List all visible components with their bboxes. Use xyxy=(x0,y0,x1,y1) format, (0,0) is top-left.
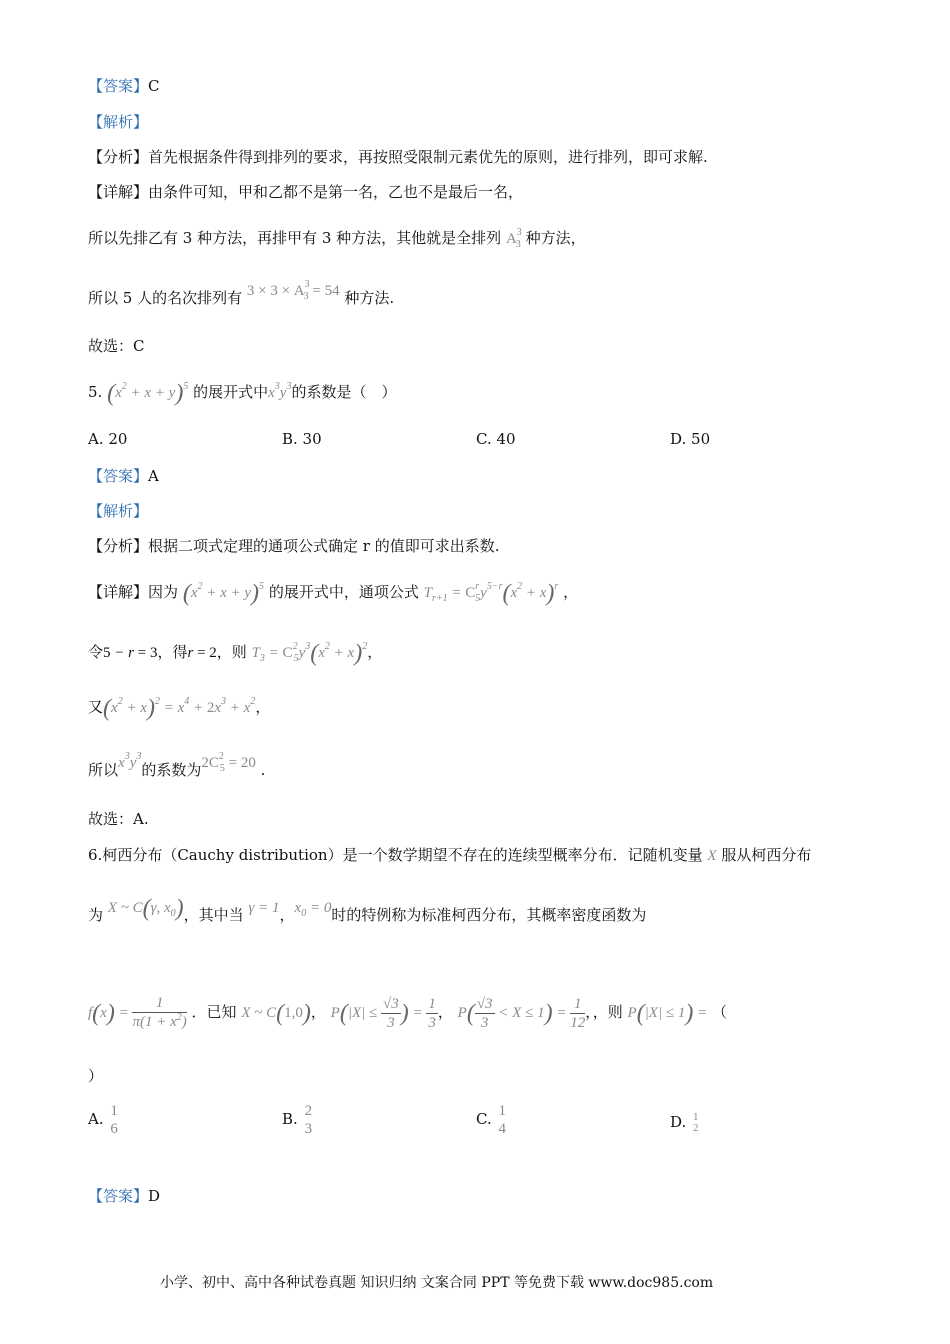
q5-conclusion: 故选：A. xyxy=(88,810,149,828)
q4-xiangjie-line xyxy=(88,182,523,202)
q5-stem: 5. $(x^2 + x + y)^5$ 的展开式中$x^3y^3$的系数是（ ） xyxy=(88,380,397,407)
q5-you-line: 又$(x^2 + x)^2 = x^4 + 2x^3 + x^2$， xyxy=(88,695,271,722)
prob-given-2: P( $\frac{√3}{3}$ < X ≤ 1) = $\frac{1}{12}$ xyxy=(457,996,586,1032)
answer-tag: 【答案】 xyxy=(88,77,149,95)
q6-stem-line1: 6.柯西分布（Cauchy distribution）是一个数学期望不存在的连续型概率分布．记随机变量 X 服从柯西分布 xyxy=(88,846,812,864)
q6-option-b: B. 2 3 xyxy=(282,1103,313,1137)
q6-stem-line2: 为 X ~ C(γ, $x_0$)，其中当 γ = 1，$x_0 = 0$时的特例称为标准柯西分布，其概率密度函数为 xyxy=(88,895,647,924)
page-footer: 小学、初中、高中各种试卷真题 知识归纳 文案合同 PPT 等免费下载 www.doc985.com xyxy=(160,1275,714,1291)
q4-line2: 所以先排乙有 3 种方法，再排甲有 3 种方法，其他就是全排列 $A^3_3$ 种方法， xyxy=(88,227,586,250)
q4-analysis-tag: 【解析】 xyxy=(88,113,149,131)
expr-x3y3: $x^3y^3$ xyxy=(268,381,292,401)
q4-conclusion: 故选：C xyxy=(88,337,145,355)
prob-target: P(|X| ≤ 1) = xyxy=(627,1000,708,1027)
formula-count: $3 \times 3 \times A^3_3 = 54$ xyxy=(246,279,340,302)
xiangjie-text: 由条件可知，甲和乙都不是第一名，乙也不是最后一名， xyxy=(148,183,524,201)
q5-option-c: C. 40 xyxy=(476,430,516,448)
q4-line3: 所以 5 人的名次排列有 $3 \times 3 \times A^3_3 = 54$ 种方法. xyxy=(88,279,395,307)
q4-answer-line xyxy=(88,76,160,96)
q5-ling-line: 令5 − r = 3，得r = 2，则 $T_3 = C^2_5y^3(x^2 + x)^2$， xyxy=(88,640,383,667)
q4-fenxi-line xyxy=(88,147,708,167)
q5-answer-line: 【答案】A xyxy=(88,467,159,485)
q6-paren-close: ） xyxy=(88,1067,104,1085)
q6-answer-line: 【答案】D xyxy=(88,1187,161,1205)
density-function: f(x) = $\frac{1}{\pi(1 + x^2)}$ xyxy=(88,995,187,1031)
q5-xiangjie-line: 【详解】因为 $(x^2 + x + y)^5$ 的展开式中，通项公式 $T_{r+1} = C^r_5y^{5-r}(x^2 + x)^r$ ， xyxy=(88,580,579,607)
q6-option-d: D. 1 2 xyxy=(670,1111,699,1134)
answer-value: C xyxy=(148,77,160,95)
xiangjie-tag: 【详解】 xyxy=(88,183,149,201)
fenxi-tag: 【分析】 xyxy=(88,148,149,166)
perm-a33: $A^3_3$ xyxy=(505,227,522,250)
expr-trinomial-power: $(x^2 + x + y)^5$ xyxy=(107,380,189,407)
q6-option-c: C. 1 4 xyxy=(476,1103,506,1137)
q5-option-b: B. 30 xyxy=(282,430,322,448)
q5-option-a: A. 20 xyxy=(88,430,128,448)
q5-suoyi-line: 所以$x^3y^3$的系数为$2C^2_5 = 20$ . xyxy=(88,751,266,779)
q5-option-d: D. 50 xyxy=(670,430,711,448)
q5-analysis-tag: 【解析】 xyxy=(88,502,149,520)
q6-stem-line3: f(x) = $\frac{1}{\pi(1 + x^2)}$ ．已知 X ~ C(1,0)， P(|X| ≤ $\frac{√3}{3}$ ) = $\frac{1}{3}$ ， P( $\frac{√3}{3}$ < X ≤ 1) = $\frac{1}{12}$ ，，则 P(|X| ≤ 1) = （ xyxy=(88,995,728,1032)
q5-fenxi-line: 【分析】根据二项式定理的通项公式确定 r 的值即可求出系数. xyxy=(88,537,500,555)
q6-option-a: A. 1 6 xyxy=(88,1103,118,1137)
question-number: 5. xyxy=(88,383,103,401)
prob-given-1: P(|X| ≤ $\frac{√3}{3}$ ) = $\frac{1}{3}$ xyxy=(330,996,436,1032)
general-term-formula: $T_{r+1} = C^r_5y^{5-r}(x^2 + x)^r$ xyxy=(423,580,559,607)
fenxi-text: 首先根据条件得到排列的要求，再按照受限制元素优先的原则，进行排列，即可求解. xyxy=(148,148,708,166)
